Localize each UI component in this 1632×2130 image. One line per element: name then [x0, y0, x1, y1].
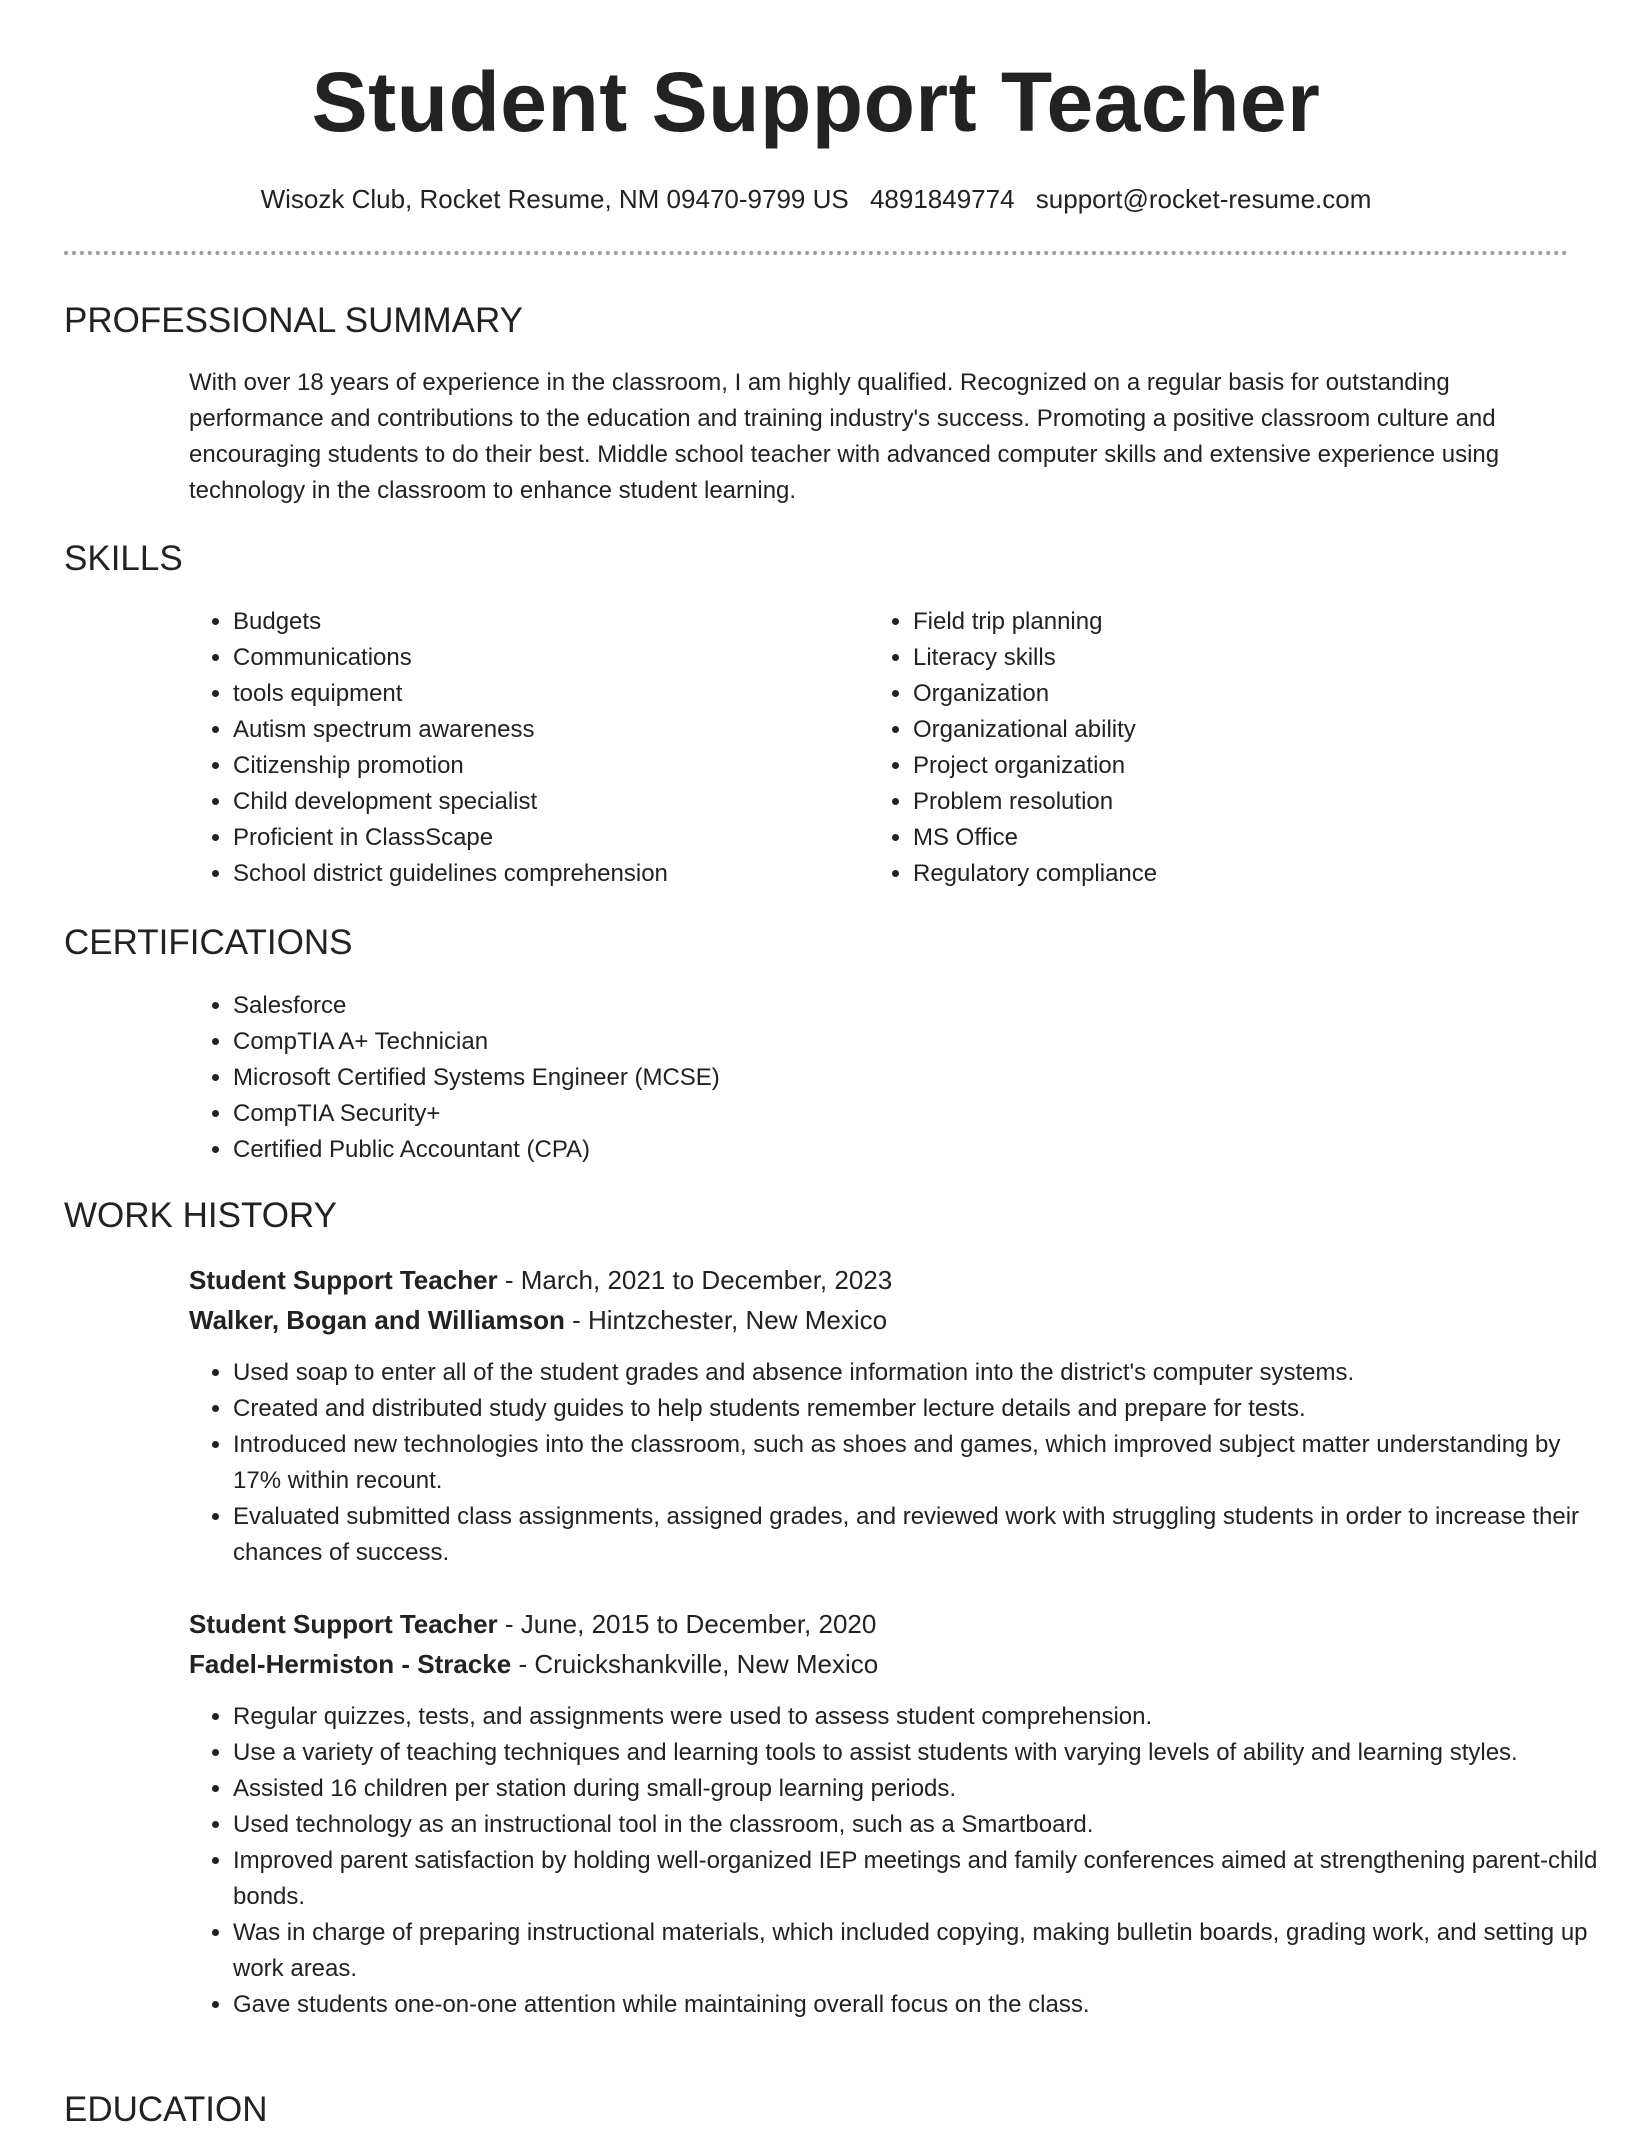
- phone: 4891849774: [869, 184, 1015, 214]
- list-item: • Gave students one-on-one attention while maintaining overall focus on the class.: [233, 1987, 1613, 2023]
- job-bullets: [189, 1699, 1613, 2023]
- list-item: • Evaluated submitted class assignments, assigned grades, and reviewed work with struggling students in order to increase their chances of success.: [233, 1499, 1613, 1571]
- skills-list-left: [189, 604, 853, 892]
- list-item: • Salesforce: [233, 988, 1533, 1024]
- job-title-line: [189, 1606, 876, 1642]
- list-item: • Used soap to enter all of the student grades and absence information into the district's computer systems.: [233, 1355, 1613, 1391]
- list-item: • Literacy skills: [913, 640, 1533, 676]
- list-item: • Organizational ability: [913, 712, 1533, 748]
- list-item: • Assisted 16 children per station during small-group learning periods.: [233, 1771, 1613, 1807]
- list-item: • Regulatory compliance: [913, 856, 1533, 892]
- address: Wisozk Club, Rocket Resume, NM 09470-9799 US: [260, 184, 849, 214]
- job-title-line: [189, 1262, 892, 1298]
- summary-heading: PROFESSIONAL SUMMARY: [64, 301, 523, 340]
- employer-location: - Hintzchester, New Mexico: [564, 1305, 888, 1335]
- list-item: • Used technology as an instructional tool in the classroom, such as a Smartboard.: [233, 1807, 1613, 1843]
- job-title: Student Support Teacher: [189, 1609, 498, 1639]
- job-dates: - June, 2015 to December, 2020: [497, 1609, 877, 1639]
- list-item: • Proficient in ClassScape: [233, 820, 853, 856]
- list-item: • Organization: [913, 676, 1533, 712]
- education-heading: EDUCATION: [64, 2090, 268, 2129]
- contact-line: [0, 181, 1632, 217]
- list-item: • tools equipment: [233, 676, 853, 712]
- list-item: • Budgets: [233, 604, 853, 640]
- employer-name: Fadel-Hermiston - Stracke: [189, 1649, 512, 1679]
- list-item: • Regular quizzes, tests, and assignments were used to assess student comprehension.: [233, 1699, 1613, 1735]
- certifications-list: [189, 988, 1533, 1168]
- list-item: • Was in charge of preparing instructional materials, which included copying, making bulletin boards, grading work, and setting up work areas.: [233, 1915, 1613, 1987]
- skills-heading: SKILLS: [64, 539, 183, 578]
- list-item: • Citizenship promotion: [233, 748, 853, 784]
- employer-line: [189, 1646, 878, 1682]
- employer-line: [189, 1302, 887, 1338]
- employer-location: - Cruickshankville, New Mexico: [511, 1649, 879, 1679]
- job-bullets: [189, 1355, 1613, 1571]
- email: support@rocket-resume.com: [1035, 184, 1372, 214]
- list-item: • Autism spectrum awareness: [233, 712, 853, 748]
- list-item: • Problem resolution: [913, 784, 1533, 820]
- list-item: • Use a variety of teaching techniques and learning tools to assist students with varying levels of ability and learning styles.: [233, 1735, 1613, 1771]
- skills-list-right: [869, 604, 1533, 892]
- list-item: • Created and distributed study guides to help students remember lecture details and prepare for tests.: [233, 1391, 1613, 1427]
- work-history-heading: WORK HISTORY: [64, 1196, 337, 1235]
- list-item: • CompTIA A+ Technician: [233, 1024, 1533, 1060]
- list-item: • Communications: [233, 640, 853, 676]
- list-item: • Microsoft Certified Systems Engineer (MCSE): [233, 1060, 1533, 1096]
- list-item: • Improved parent satisfaction by holding well-organized IEP meetings and family conferences aimed at strengthening parent-child bonds.: [233, 1843, 1613, 1915]
- header-divider: [64, 251, 1568, 255]
- certifications-heading: CERTIFICATIONS: [64, 923, 353, 962]
- list-item: • School district guidelines comprehension: [233, 856, 853, 892]
- job-dates: - March, 2021 to December, 2023: [497, 1265, 893, 1295]
- list-item: • Child development specialist: [233, 784, 853, 820]
- list-item: • Project organization: [913, 748, 1533, 784]
- candidate-name: Student Support Teacher: [311, 55, 1321, 149]
- summary-text: With over 18 years of experience in the classroom, I am highly qualified. Recognized on a regular basis for outstanding performance and contributions to the education and training industry's success. Promoting a positive classroom culture and encouraging students to do their best. Middle school teacher with advanced computer skills and extensive experience using technology in the classroom to enhance student learning.: [189, 369, 1500, 504]
- employer-name: Walker, Bogan and Williamson: [189, 1305, 565, 1335]
- list-item: • Certified Public Accountant (CPA): [233, 1132, 1533, 1168]
- job-title: Student Support Teacher: [189, 1265, 498, 1295]
- list-item: • Field trip planning: [913, 604, 1533, 640]
- list-item: • Introduced new technologies into the classroom, such as shoes and games, which improved subject matter understanding by 17% within recount.: [233, 1427, 1613, 1499]
- list-item: • MS Office: [913, 820, 1533, 856]
- list-item: • CompTIA Security+: [233, 1096, 1533, 1132]
